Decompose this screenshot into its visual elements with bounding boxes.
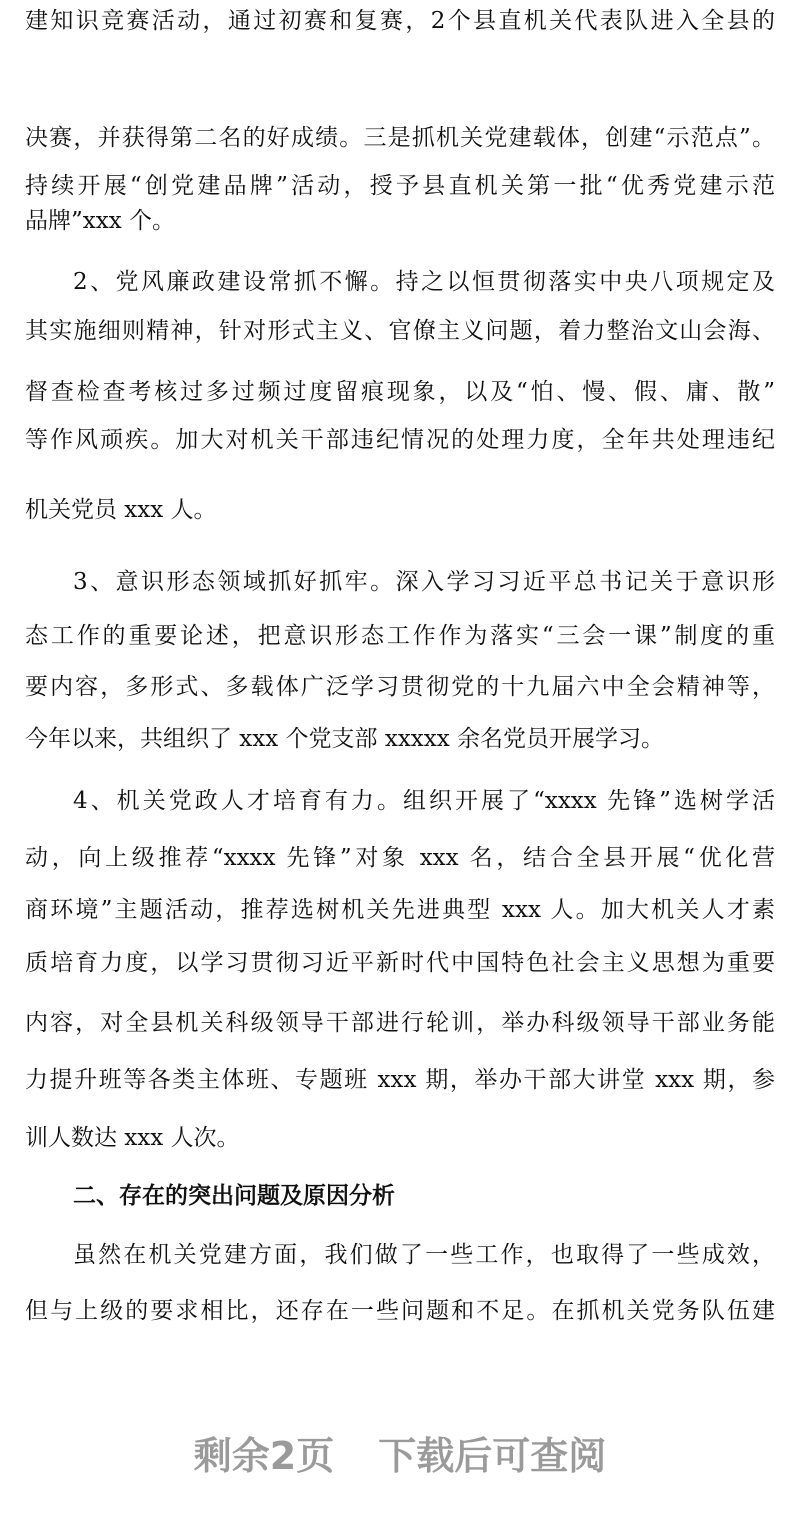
- download-prompt[interactable]: [0, 1425, 800, 1480]
- text-line: 商环境”主题活动，推荐选树机关先进典型 xxx 人。加大机关人才素: [25, 897, 775, 923]
- text-line: 督查检查考核过多过频过度留痕现象，以及“怕、慢、假、庸、散”: [25, 379, 775, 405]
- text-line: 机关党员 xxx 人。: [25, 497, 217, 523]
- text-line: 力提升班等各类主体班、专题班 xxx 期，举办干部大讲堂 xxx 期，参: [25, 1067, 775, 1093]
- text-line: 动，向上级推荐“xxxx 先锋”对象 xxx 名，结合全县开展“优化营: [25, 845, 775, 871]
- text-line: 要内容，多形式、多载体广泛学习贯彻党的十九届六中全会精神等，: [25, 674, 775, 700]
- paragraph-start: 虽然在机关党建方面，我们做了一些工作，也取得了一些成效，: [73, 1242, 775, 1268]
- remaining-pages-label: 剩余2页: [193, 1434, 335, 1478]
- paragraph-start: 4、机关党政人才培育有力。组织开展了“xxxx 先锋”选树学活: [73, 788, 775, 814]
- text-line: 建知识竞赛活动，通过初赛和复赛，2个县直机关代表队进入全县的: [25, 8, 775, 34]
- text-line: 其实施细则精神，针对形式主义、官僚主义问题，着力整治文山会海、: [25, 318, 775, 344]
- text-line: 品牌”xxx 个。: [25, 208, 175, 234]
- paragraph-start: 2、党风廉政建设常抓不懈。持之以恒贯彻落实中央八项规定及: [73, 269, 775, 295]
- text-line: 但与上级的要求相比，还存在一些问题和不足。在抓机关党务队伍建: [25, 1298, 775, 1324]
- text-line: 等作风顽疾。加大对机关干部违纪情况的处理力度，全年共处理违纪: [25, 427, 775, 453]
- text-line: 决赛，并获得第二名的好成绩。三是抓机关党建载体，创建“示范点”。: [25, 125, 775, 151]
- text-line: 训人数达 xxx 人次。: [25, 1125, 240, 1151]
- text-line: 态工作的重要论述，把意识形态工作作为落实“三会一课”制度的重: [25, 623, 775, 649]
- text-line: 持续开展“创党建品牌”活动，授予县直机关第一批“优秀党建示范: [25, 173, 775, 199]
- text-line: 内容，对全县机关科级领导干部进行轮训，举办科级领导干部业务能: [25, 1010, 775, 1036]
- download-to-view-label: 下载后可查阅: [378, 1434, 607, 1478]
- text-line: 质培育力度，以学习贯彻习近平新时代中国特色社会主义思想为重要: [25, 950, 775, 976]
- paragraph-start: 3、意识形态领域抓好抓牢。深入学习习近平总书记关于意识形: [73, 569, 775, 595]
- section-heading: 二、存在的突出问题及原因分析: [73, 1182, 395, 1209]
- text-line: 今年以来，共组织了 xxx 个党支部 xxxxx 余名党员开展学习。: [25, 726, 665, 752]
